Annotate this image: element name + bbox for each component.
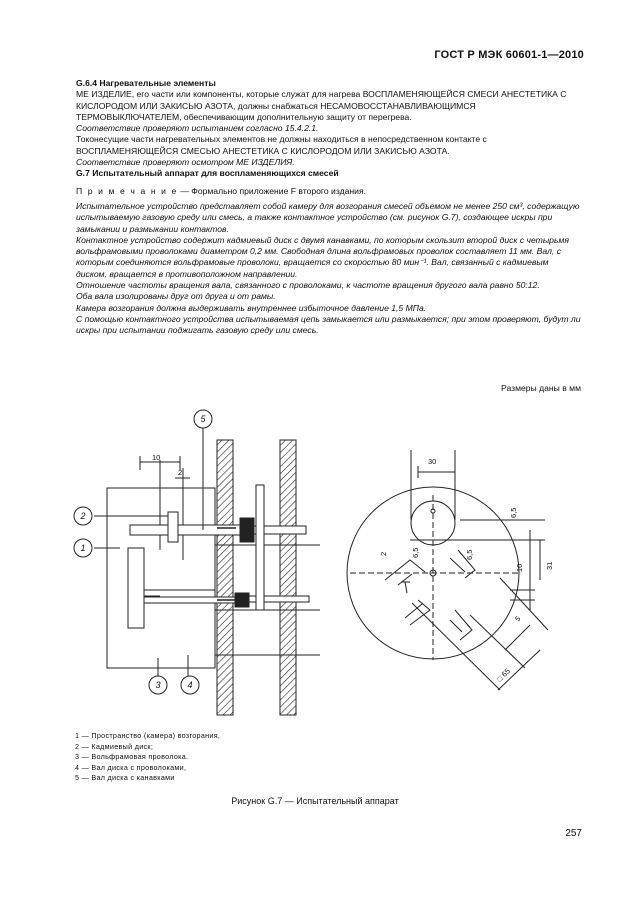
- section-g64-title: G.6.4 Нагревательные элементы: [76, 78, 216, 88]
- legend-item: 5 — Вал диска с канавками: [75, 773, 175, 783]
- dim-5: 5: [513, 614, 523, 624]
- note-label: П р и м е ч а н и е: [76, 185, 178, 196]
- chamber-outline: [107, 488, 215, 668]
- g7-paragraph-3: Отношение частоты вращения вала, связанного с проволоками, к частоте вращения другого вала равно 50:12.: [76, 280, 540, 291]
- shaft-with-grooves: [280, 440, 296, 715]
- dim-2: 2: [178, 468, 183, 477]
- g7-paragraph-4: Оба вала изолированы друг от друга и от рамы.: [76, 291, 276, 302]
- figure-caption: Рисунок G.7 — Испытательный аппарат: [231, 796, 399, 806]
- dim-10-disk: 10: [515, 563, 524, 572]
- section-g64: [76, 78, 581, 337]
- dim-6-5-mid: 6,5: [411, 547, 420, 558]
- legend-item: 2 — Кадмиевый диск;: [75, 741, 154, 751]
- dim-6-5-top: 6,5: [509, 507, 518, 518]
- g64-compliance-1: Соответствие проверяют испытанием согласно 15.4.2.1.: [76, 123, 319, 134]
- shaft-with-wires: [217, 440, 233, 715]
- standard-header: ГОСТ Р МЭК 60601-1—2010: [434, 49, 584, 61]
- section-g7-title: G.7 Испытательный аппарат для воспламеняющихся смесей: [76, 168, 339, 179]
- callout-5-label: 5: [200, 414, 206, 424]
- dimensions-note: Размеры даны в мм: [501, 383, 581, 393]
- callout-1-label: 1: [80, 543, 86, 553]
- g7-paragraph-1: Испытательное устройство представляет собой камеру для возгорания смесей объемом не менее 250 см³, содержащую испытываемую газовую среду или смесь, а также контактное устройство (см. рисунок G.7), создающее искры при замыкании и размыкании контактов.: [76, 200, 580, 234]
- g64-compliance-2: Соответствие проверяют осмотром МЕ ИЗДЕЛИЯ.: [76, 157, 295, 168]
- test-apparatus-drawing: [0, 400, 630, 720]
- dim-30: 30: [428, 457, 437, 466]
- g7-paragraph-6: С помощью контактного устройства испытываемая цепь замыкается или размыкается; при этом проверяют, будут ли искры при испытании поджигать газовую среду или смесь.: [76, 313, 581, 336]
- lower-shaft-block: [235, 593, 249, 607]
- g7-paragraph-2: Контактное устройство содержит кадмиевый диск с двумя канавками, по которым скользит второй диск с четырьмя вольфрамовыми проволоками диаметром 0,2 мм. Свободная длина вольфрамовых проволок составляет 11 мм. Вал, с которым соединяются вольфрамовые проволоки, вращается со скоростью 80 мин⁻¹. Вал, связанный с кадмиевым диском, вращается в противоположном направлении.: [76, 234, 569, 279]
- dim-31: 31: [545, 561, 554, 570]
- legend-item: 3 — Вольфрамовая проволока.: [75, 752, 189, 762]
- dim-6-5-right: 6,5: [465, 549, 474, 560]
- g7-note: [76, 186, 581, 197]
- callout-3-label: 3: [155, 680, 161, 690]
- cadmium-disk: [168, 512, 178, 542]
- dim-10: 10: [152, 453, 161, 462]
- callout-4-label: 4: [187, 680, 193, 690]
- upper-shaft-block: [240, 518, 254, 542]
- g64-paragraph-2: Токонесущие части нагревательных элементов не должны находиться в непосредственном контакте с ВОСПЛАМЕНЯЮЩЕЙСЯ СМЕСЬЮ АНЕСТЕТИКА С КИСЛОРОДОМ ИЛИ ЗАКИСЬЮ АЗОТА.: [76, 134, 487, 156]
- note-text: — Формально приложение F второго издания.: [177, 185, 366, 196]
- legend-item: 1 — Пространство (камера) возгорания,: [75, 731, 221, 740]
- g64-paragraph-1: МЕ ИЗДЕЛИЕ, его части или компоненты, которые служат для нагрева ВОСПЛАМЕНЯЮЩЕЙСЯ СМЕСИ АНЕСТЕТИКА С КИСЛОРОДОМ ИЛИ ЗАКИСЬЮ АЗОТА, должны снабжаться НЕСАМОВОССТАНАВЛИВАЮЩИМСЯ ТЕРМОВЫКЛЮЧАТЕЛЕМ, обеспечивающим дополнительную защиту от перегрева.: [76, 89, 567, 122]
- page-number: 257: [565, 828, 582, 839]
- g7-paragraph-5: Камера возгорания должна выдерживать внутреннее избыточное давление 1,5 МПа.: [76, 302, 427, 313]
- legend-item: 4 — Вал диска с проволоками,: [75, 762, 187, 772]
- callout-2-label: 2: [80, 511, 86, 521]
- figure-legend: [75, 731, 220, 784]
- dim-2-disk: 2: [379, 551, 388, 556]
- dim-square-65: □ 65: [495, 666, 512, 684]
